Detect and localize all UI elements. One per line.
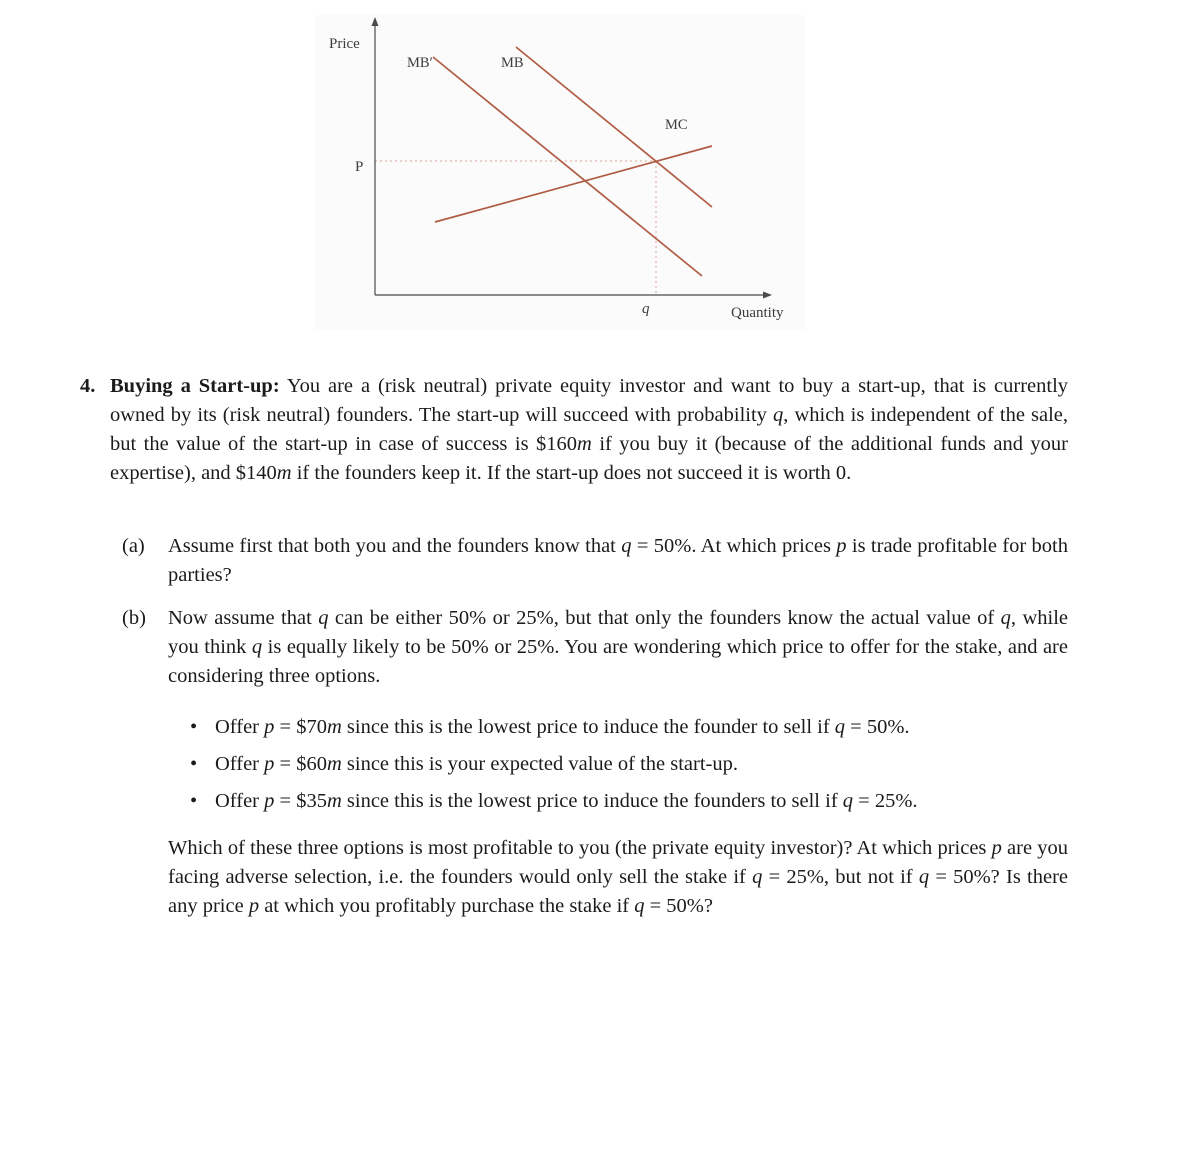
problem-number: 4. — [80, 375, 96, 397]
price-marker-label: P — [355, 159, 364, 175]
bullet-marker: • — [190, 716, 198, 738]
problem-4 — [0, 372, 1179, 921]
mb-label: MB — [501, 55, 524, 71]
problem-intro-text: Buying a Start-up: You are a (risk neutral) private equity investor and want to buy a start-up, that is currently owned by its (risk neutral) founders. The start-up will succeed with probability q, which is independent of the sale, but the value of the start-up in case of success is $160m if you buy it (because of the additional funds and your expertise), and $140m if the founders keep it. If the start-up does not succeed it is worth 0. — [110, 375, 1069, 484]
problem-intro-row — [80, 372, 1068, 488]
mb-prime-label: MB′ — [407, 55, 433, 71]
externality-diagram-figure — [315, 15, 805, 330]
part-b-text: Now assume that q can be either 50% or 25%, but that only the founders know the actual value of q, while you think q is equally likely to be 50% or 25%. You are wondering which price to offer for the stake, and are considering three options. — [168, 607, 1068, 687]
quantity-marker-label: q — [642, 301, 650, 317]
bullet-marker: • — [190, 790, 198, 812]
closing-paragraph: Which of these three options is most profitable to you (the private equity investor)? At which prices p are you facing adverse selection, i.e. the founders would only sell the stake if q = 25%, but not if q = 50%? Is there any price p at which you profitably purchase the stake if q = 50%? — [168, 837, 1068, 917]
part-b-label: (b) — [122, 607, 146, 629]
bullet-text-3: Offer p = $35m since this is the lowest price to induce the founders to sell if q = 25%. — [215, 790, 918, 812]
y-axis-label: Price — [329, 36, 360, 52]
mc-curve — [435, 146, 712, 222]
bullet-marker: • — [190, 753, 198, 775]
bullet-text-1: Offer p = $70m since this is the lowest price to induce the founder to sell if q = 50%. — [215, 716, 910, 738]
x-axis-arrow — [763, 292, 772, 299]
y-axis-arrow — [372, 17, 379, 26]
x-axis-label: Quantity — [731, 305, 784, 321]
bullet-item-3 — [190, 787, 1068, 816]
part-a-text: Assume first that both you and the founders know that q = 50%. At which prices p is trade profitable for both parties? — [168, 535, 1068, 586]
bullet-text-2: Offer p = $60m since this is your expected value of the start-up. — [215, 753, 738, 775]
part-a — [122, 532, 1068, 590]
part-a-label: (a) — [122, 535, 145, 557]
part-b — [122, 604, 1068, 691]
bullet-item-2 — [190, 750, 1068, 779]
bullet-item-1 — [190, 713, 1068, 742]
diagram-canvas — [315, 15, 805, 330]
mc-label: MC — [665, 117, 688, 133]
